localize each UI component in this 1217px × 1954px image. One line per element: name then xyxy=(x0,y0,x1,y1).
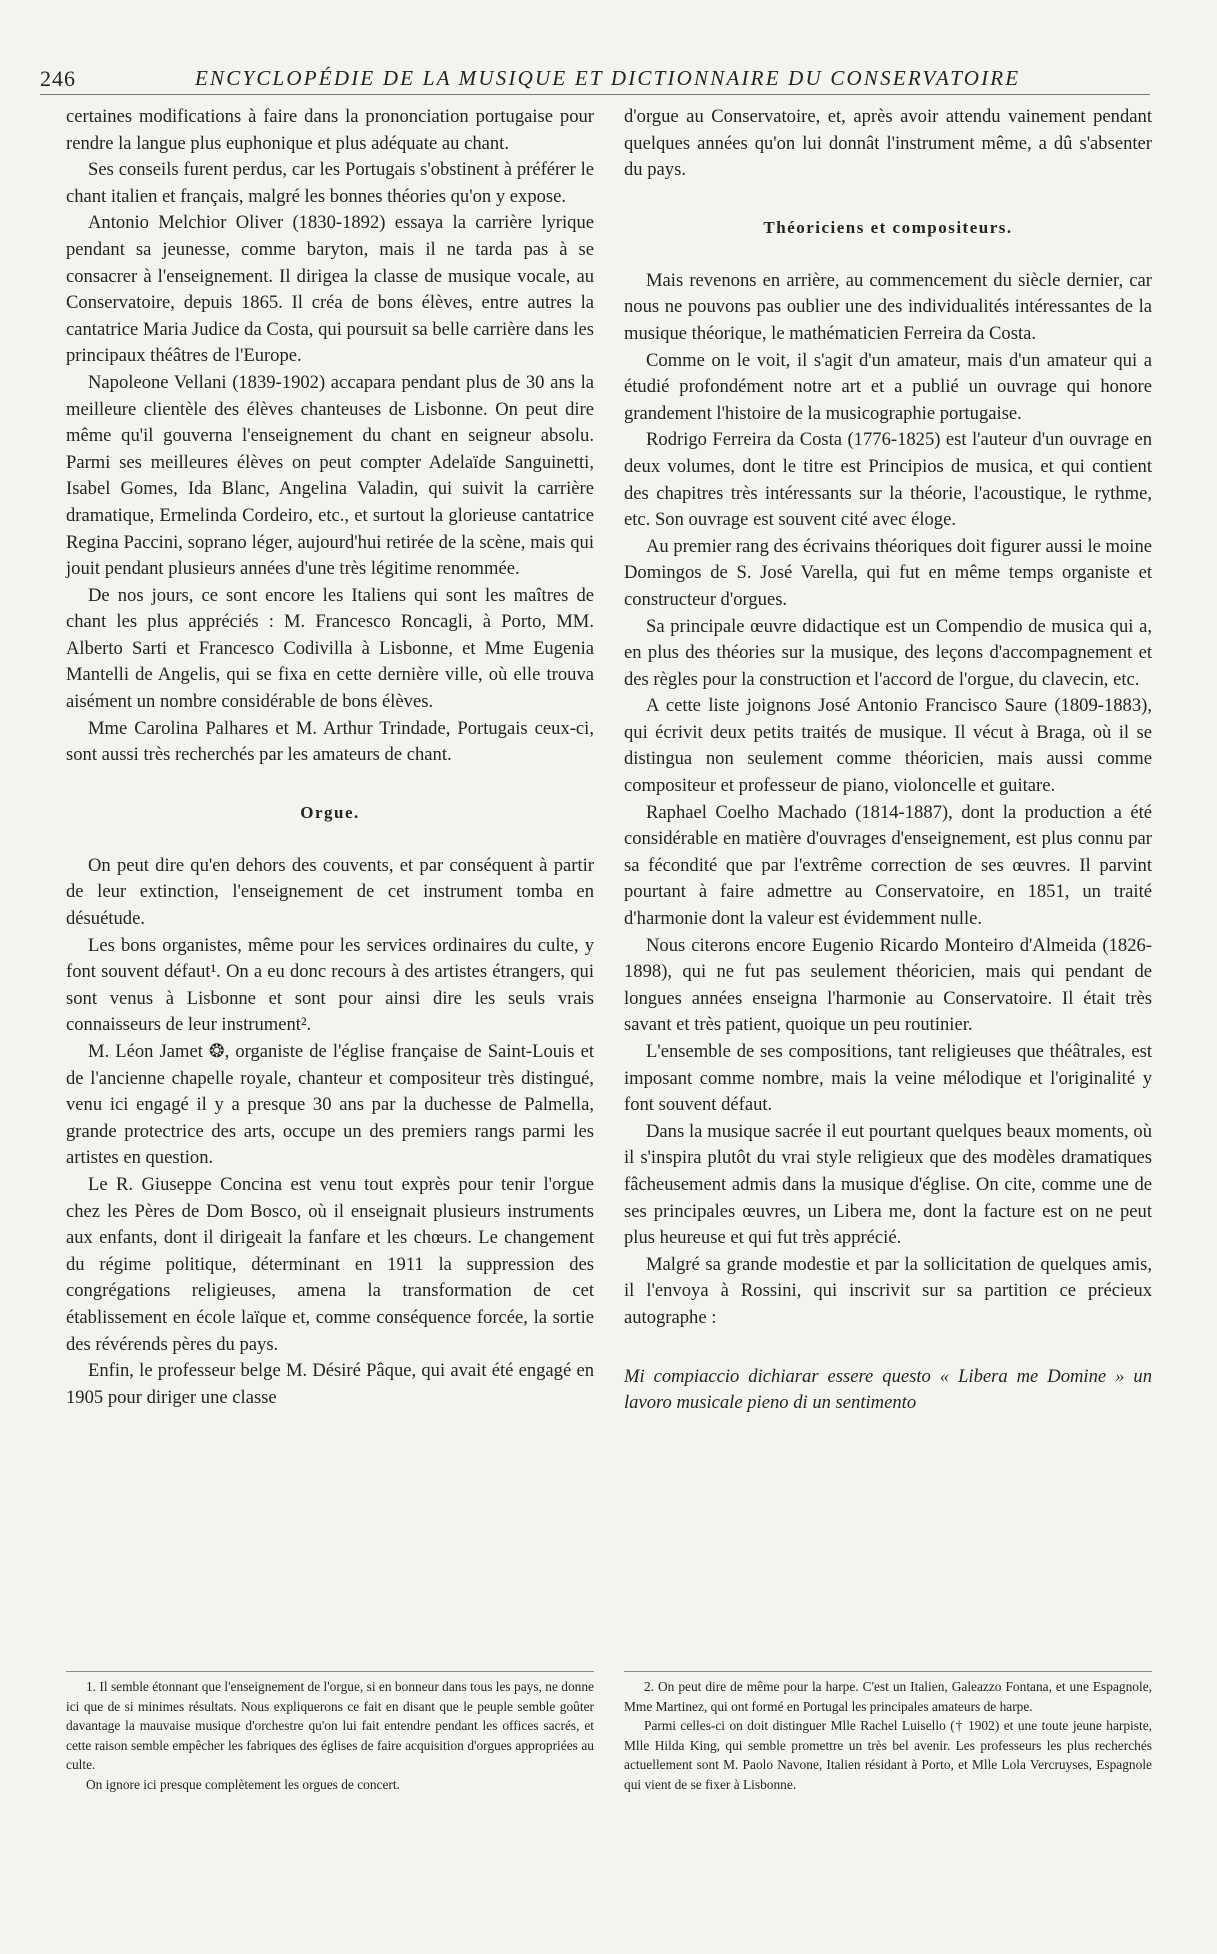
paragraph: Nous citerons encore Eugenio Ricardo Monteiro d'Almeida (1826-1898), qui ne fut pas seulement théoricien, mais qui pendant de longues années enseigna l'harmonie au Conservatoire. Il était très savant et très patient, quoique un peu routinier. xyxy=(624,934,1152,1036)
right-footnotes xyxy=(624,1677,1152,1794)
paragraph: Sa principale œuvre didactique est un Compendio de musica qui a, en plus des théories sur la musique, des leçons d'accompagnement et des règles pour la construction et l'accord de l'orgue, du clavecin, etc. xyxy=(624,615,1152,690)
paragraph: Mme Carolina Palhares et M. Arthur Trindade, Portugais ceux-ci, sont aussi très recherchés par les amateurs de chant. xyxy=(66,717,594,766)
paragraph: Antonio Melchior Oliver (1830-1892) essaya la carrière lyrique pendant sa jeunesse, comme baryton, mais il ne tarda pas à se consacrer à l'enseignement. Il dirigea la classe de musique vocale, au Conservatoire, depuis 1865. Il créa de bons élèves, entre autres la cantatrice Maria Judice da Costa, qui poursuit sa belle carrière dans les principaux théâtres de l'Europe. xyxy=(66,212,594,367)
paragraph: d'orgue au Conservatoire, et, après avoir attendu vainement pendant quelques années qu'on lui donnât l'instrument même, a dû s'absenter du pays. xyxy=(624,106,1152,181)
paragraph: De nos jours, ce sont encore les Italiens qui sont les maîtres de chant les plus appréciés : M. Francesco Roncagli, à Porto, MM. Alberto Sarti et Francesco Codivilla à Lisbonne, et Mme Eugenia Mantelli de Angelis, qui se fixa en cette dernière ville, où elle trouva aisément un nombre considérable de bons élèves. xyxy=(66,584,594,713)
paragraph: M. Léon Jamet ❂, organiste de l'église française de Saint-Louis et de l'ancienne chapelle royale, chanteur et compositeur très distingué, venu ici engagé il y a presque 30 ans par la duchesse de Palmella, grande protectrice des arts, occupe un des premiers rangs parmi les artistes en question. xyxy=(66,1041,594,1169)
footnote: 2. On peut dire de même pour la harpe. C'est un Italien, Galeazzo Fontana, et une Espagnole, Mme Martinez, qui ont formé en Portugal les principales amateurs de harpe. xyxy=(624,1679,1152,1714)
running-title: ENCYCLOPÉDIE DE LA MUSIQUE ET DICTIONNAIRE DU CONSERVATOIRE xyxy=(195,66,1021,90)
footnote-rule xyxy=(66,1671,594,1672)
section-heading-orgue: Orgue. xyxy=(300,802,360,822)
paragraph: certaines modifications à faire dans la prononciation portugaise pour rendre la langue plus euphonique et plus adéquate au chant. xyxy=(66,106,594,154)
paragraph: Les bons organistes, même pour les services ordinaires du culte, y font souvent défaut¹. On a eu donc recours à des artistes étrangers, qui sont venus à Lisbonne et sont pour ainsi dire les seuls vrais connaisseurs de leur instrument². xyxy=(66,934,594,1036)
paragraph: On peut dire qu'en dehors des couvents, et par conséquent à partir de leur extinction, l'enseignement de cet instrument tomba en désuétude. xyxy=(66,854,594,930)
paragraph: Enfin, le professeur belge M. Désiré Pâque, qui avait été engagé en 1905 pour diriger une classe xyxy=(66,1360,594,1408)
page-number: 246 xyxy=(40,66,76,91)
paragraph: Ses conseils furent perdus, car les Portugais s'obstinent à préférer le chant italien et français, malgré les bonnes théories qu'on y expose. xyxy=(66,159,594,207)
left-column xyxy=(66,104,594,1411)
paragraph: Le R. Giuseppe Concina est venu tout exprès pour tenir l'orgue chez les Pères de Dom Bosco, où il enseignait plusieurs instruments aux enfants, dont il dirigeait la fanfare et les chœurs. Le changement du régime politique, déterminant en 1911 la suppression des congrégations religieuses, amena la transformation de cet établissement en école laïque et, comme conséquence forcée, la sortie des révérends pères du pays. xyxy=(66,1173,594,1355)
paragraph: Mais revenons en arrière, au commencement du siècle dernier, car nous ne pouvons pas oublier une des individualités intéressantes de la musique théorique, le mathématicien Ferreira da Costa. xyxy=(624,269,1152,344)
right-column xyxy=(624,104,1152,1417)
rossini-quote: Mi compiaccio dichiarar essere questo « Libera me Domine » un lavoro musicale pieno di un sentimento xyxy=(624,1365,1152,1414)
paragraph: Rodrigo Ferreira da Costa (1776-1825) est l'auteur d'un ouvrage en deux volumes, dont le titre est Principios de musica, et qui contient des chapitres très intéressants sur la théorie, l'acoustique, le rythme, etc. Son ouvrage est souvent cité avec éloge. xyxy=(624,429,1152,531)
paragraph: L'ensemble de ses compositions, tant religieuses que théâtrales, est imposant comme nombre, mais la veine mélodique et l'originalité y font souvent défaut. xyxy=(624,1041,1152,1116)
footnote-rule xyxy=(624,1671,1152,1672)
paragraph: Dans la musique sacrée il eut pourtant quelques beaux moments, où il s'inspira plutôt du vrai style religieux que des modèles dramatiques fâcheusement admis dans la musique d'église. On cite, comme une de ses principales œuvres, un Libera me, dont la facture est on ne peut plus heureuse et qui fut très apprécié. xyxy=(624,1120,1152,1249)
paragraph: Napoleone Vellani (1839-1902) accapara pendant plus de 30 ans la meilleure clientèle des élèves chanteuses de Lisbonne. On peut dire même qu'il gouverna l'enseignement du chant en seigneur absolu. Parmi ses meilleures élèves on peut compter Adelaïde Sanguinetti, Isabel Gomes, Ida Blanc, Angelina Valadin, qui suivit la carrière dramatique, Ermelinda Cordeiro, etc., et surtout la glorieuse cantatrice Regina Paccini, soprano léger, aujourd'hui retirée de la scène, mais qui jouit pendant plusieurs années d'une très légitime renommée. xyxy=(66,371,594,580)
section-heading-theoriciens: Théoriciens et compositeurs. xyxy=(763,217,1013,237)
page-header xyxy=(40,64,1150,95)
footnote: Parmi celles-ci on doit distinguer Mlle Rachel Luisello († 1902) et une toute jeune harpiste, Mlle Hilda King, qui semble promettre un très bel avenir. Les professeurs les plus recherchés actuellement sont M. Paolo Navone, Italien résidant à Porto, et Mlle Lola Vercruyses, Espagnole qui vient de se fixer à Lisbonne. xyxy=(624,1718,1152,1792)
paragraph: Au premier rang des écrivains théoriques doit figurer aussi le moine Domingos de S. José Varella, qui fut en même temps organiste et constructeur d'orgues. xyxy=(624,535,1153,610)
footnote: On ignore ici presque complètement les orgues de concert. xyxy=(86,1776,400,1792)
left-footnotes xyxy=(66,1677,594,1794)
paragraph: Raphael Coelho Machado (1814-1887), dont la production a été considérable en matière d'ouvrages d'enseignement, est plus connu par sa fécondité que par l'extrême correction de ses œuvres. Il parvint pourtant à faire admettre au Conservatoire, en 1851, un traité d'harmonie dont la valeur est évidemment nulle. xyxy=(624,801,1152,930)
paragraph: Malgré sa grande modestie et par la sollicitation de quelques amis, il l'envoya à Rossini, qui inscrivit sur sa partition ce précieux autographe : xyxy=(624,1253,1152,1328)
paragraph: Comme on le voit, il s'agit d'un amateur, mais d'un amateur qui a étudié profondément notre art et a publié un ouvrage qui honore grandement l'histoire de la musicographie portugaise. xyxy=(624,349,1152,424)
paragraph: A cette liste joignons José Antonio Francisco Saure (1809-1883), qui écrivit deux petits traités de musique. Il vécut à Braga, où il se distingua non seulement comme théoricien, mais aussi comme compositeur et professeur de piano, violoncelle et guitare. xyxy=(624,695,1152,797)
footnote: 1. Il semble étonnant que l'enseignement de l'orgue, si en bonneur dans tous les pays, ne donne ici que de si minimes résultats. Nous expliquerons ce fait en disant que le peuple semble goûter davantage la mauvaise musique d'orchestre qu'on lui fait entendre pendant les offices sacrés, et cette raison semble empêcher les fabriques des églises de faire acquisition d'orgues appropriées au culte. xyxy=(66,1679,594,1772)
